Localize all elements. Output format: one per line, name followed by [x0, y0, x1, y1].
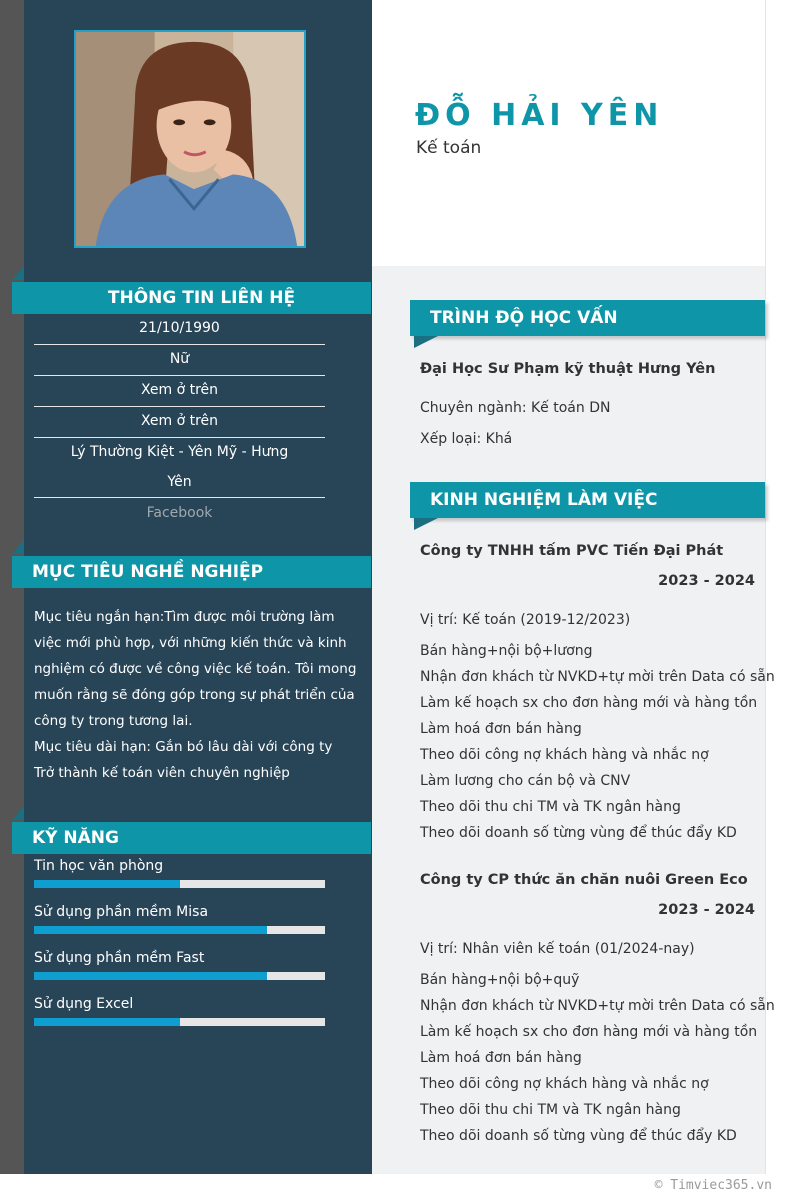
job-task: Nhận đơn khách từ NVKD+tự mời trên Data có sẵn	[420, 669, 775, 685]
job-company: Công ty CP thức ăn chăn nuôi Green Eco	[420, 872, 748, 888]
contact-gender: Nữ	[169, 351, 190, 367]
education-school: Đại Học Sư Phạm kỹ thuật Hưng Yên	[420, 361, 716, 377]
job-task: Làm lương cho cán bộ và CNV	[420, 773, 631, 789]
divider	[34, 344, 325, 345]
job-period: 2023 - 2024	[658, 902, 755, 918]
skills-heading-fold	[12, 806, 24, 820]
education-major: Chuyên ngành: Kế toán DN	[420, 400, 611, 416]
objective-heading-fold	[12, 540, 24, 554]
job-task: Theo dõi công nợ khách hàng và nhắc nợ	[420, 747, 709, 763]
divider	[34, 497, 325, 498]
objective-line: nghiệm có được về công việc kế toán. Tôi mong	[34, 661, 357, 677]
divider	[34, 375, 325, 376]
experience-heading: KINH NGHIỆM LÀM VIỆC	[410, 482, 765, 518]
contact-address-line1: Lý Thường Kiệt - Yên Mỹ - Hưng	[70, 444, 289, 460]
objective-line: công ty trong tương lai.	[34, 713, 193, 729]
contact-birthday: 21/10/1990	[139, 320, 220, 336]
divider	[34, 437, 325, 438]
job-task: Theo dõi công nợ khách hàng và nhắc nợ	[420, 1076, 709, 1092]
contact-heading-fold	[12, 266, 24, 280]
skill-bar-fill	[34, 972, 267, 980]
objective-line: muốn rằng sẽ đóng góp trong sự phát triển của	[34, 687, 355, 703]
job-task: Bán hàng+nội bộ+quỹ	[420, 972, 580, 988]
contact-email: Xem ở trên	[140, 413, 219, 429]
objective-heading: MỤC TIÊU NGHỀ NGHIỆP	[12, 556, 371, 588]
education-grade: Xếp loại: Khá	[420, 431, 513, 447]
education-heading-fold	[414, 336, 438, 348]
job-task-list	[420, 638, 775, 846]
divider	[34, 406, 325, 407]
contact-phone: Xem ở trên	[140, 382, 219, 398]
objective-line: Mục tiêu dài hạn: Gắn bó lâu dài với công ty	[34, 739, 333, 755]
job-task: Làm kế hoạch sx cho đơn hàng mới và hàng tồn	[420, 695, 758, 711]
profile-photo	[74, 30, 306, 248]
job-task: Nhận đơn khách từ NVKD+tự mời trên Data có sẵn	[420, 998, 775, 1014]
education-heading: TRÌNH ĐỘ HỌC VẤN	[410, 300, 765, 336]
job-task: Làm hoá đơn bán hàng	[420, 721, 582, 737]
skill-label: Sử dụng Excel	[34, 996, 134, 1012]
job-position: Vị trí: Kế toán (2019-12/2023)	[420, 612, 631, 628]
job-task-list	[420, 967, 775, 1149]
job-task: Theo dõi thu chi TM và TK ngân hàng	[420, 1102, 681, 1118]
skill-bar-fill	[34, 926, 267, 934]
contact-facebook-link[interactable]: Facebook	[146, 505, 213, 521]
job-task: Làm hoá đơn bán hàng	[420, 1050, 582, 1066]
copyright-watermark: © Timviec365.vn	[654, 1178, 772, 1193]
job-task: Theo dõi doanh số từng vùng để thúc đẩy KD	[420, 1128, 737, 1144]
skills-heading: KỸ NĂNG	[12, 822, 371, 854]
contact-address-line2: Yên	[167, 474, 192, 490]
candidate-role: Kế toán	[416, 138, 482, 158]
skill-label: Sử dụng phần mềm Misa	[34, 904, 209, 920]
job-task: Theo dõi thu chi TM và TK ngân hàng	[420, 799, 681, 815]
experience-heading-fold	[414, 518, 438, 530]
candidate-name: ĐỖ HẢI YÊN	[415, 98, 664, 133]
objective-text	[34, 604, 357, 786]
skill-label: Tin học văn phòng	[34, 858, 164, 874]
job-task: Bán hàng+nội bộ+lương	[420, 643, 593, 659]
skill-bar-track	[34, 972, 325, 980]
job-company: Công ty TNHH tấm PVC Tiến Đại Phát	[420, 543, 724, 559]
objective-line: Trở thành kế toán viên chuyên nghiệp	[34, 765, 290, 781]
job-task: Làm kế hoạch sx cho đơn hàng mới và hàng tồn	[420, 1024, 758, 1040]
skill-bar-track	[34, 1018, 325, 1026]
job-task: Theo dõi doanh số từng vùng để thúc đẩy KD	[420, 825, 737, 841]
skill-bar-track	[34, 926, 325, 934]
skill-bar-track	[34, 880, 325, 888]
skill-label: Sử dụng phần mềm Fast	[34, 950, 205, 966]
objective-line: Mục tiêu ngắn hạn:Tìm được môi trường làm	[34, 609, 335, 625]
objective-line: việc mới phù hợp, với những kiến thức và kinh	[34, 635, 347, 651]
job-position: Vị trí: Nhân viên kế toán (01/2024-nay)	[420, 941, 695, 957]
header-panel	[372, 0, 765, 266]
contact-heading: THÔNG TIN LIÊN HỆ	[12, 282, 371, 314]
job-period: 2023 - 2024	[658, 573, 755, 589]
skill-bar-fill	[34, 880, 180, 888]
skill-bar-fill	[34, 1018, 180, 1026]
